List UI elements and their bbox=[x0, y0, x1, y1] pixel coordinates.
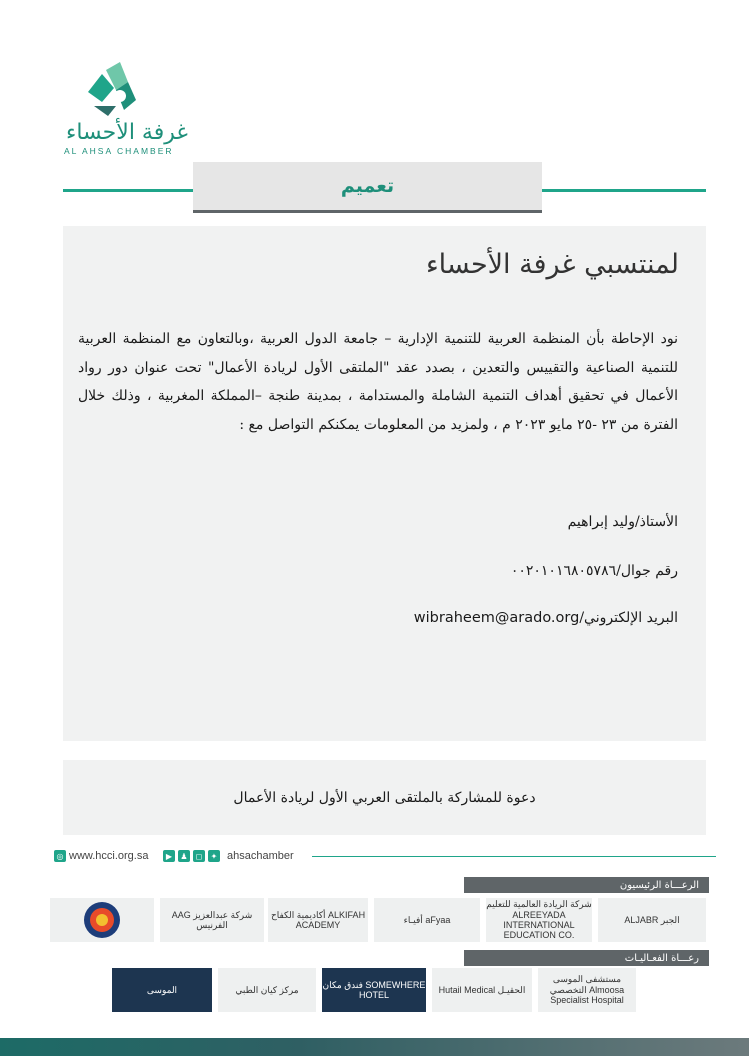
instagram-icon[interactable]: ◻ bbox=[193, 850, 205, 862]
sponsor-almoosa-hospital: مستشفى الموسى التخصصي Almoosa Specialist Hospital bbox=[538, 968, 636, 1012]
main-sponsors-title: الرعـــاة الرئيسيون bbox=[619, 879, 699, 891]
twitter-icon[interactable]: ✦ bbox=[208, 850, 220, 862]
website-link[interactable] bbox=[54, 846, 148, 866]
circular-banner: تعميم bbox=[193, 162, 542, 213]
bottom-bar bbox=[0, 1038, 749, 1056]
sponsor-afyaa: أفيـاء aFyaa bbox=[374, 898, 480, 942]
sponsor-kayan: مركز كيان الطبي bbox=[218, 968, 316, 1012]
email-label: البريد الإلكتروني/ bbox=[579, 610, 678, 626]
sponsor-emblem-icon bbox=[80, 900, 124, 940]
email-link[interactable]: wibraheem@arado.org bbox=[413, 610, 580, 626]
globe-icon: ◎ bbox=[54, 850, 66, 862]
phone-value: ٠٠٢٠١٠١٦٨٠٥٧٨٦ bbox=[510, 563, 617, 579]
contact-phone bbox=[511, 563, 678, 579]
sponsor-somewhere-hotel: فندق مكان SOMEWHERE HOTEL bbox=[322, 968, 426, 1012]
sponsor-emblem bbox=[50, 898, 154, 942]
logo-arabic-text: غرفة الأحساء bbox=[66, 120, 188, 145]
social-handle: ahsachamber bbox=[227, 850, 294, 862]
header-rule-left bbox=[63, 189, 193, 192]
youtube-icon[interactable]: ▶ bbox=[163, 850, 175, 862]
sponsor-almoosa: الموسى bbox=[112, 968, 212, 1012]
event-sponsors-title: رعـــاة الفعـاليـات bbox=[624, 952, 699, 964]
announcement-paragraph: نود الإحاطة بأن المنظمة العربية للتنمية الإدارية – جامعة الدول العربية ،وبالتعاون مع المنظمة العربية للتنمية الصناعية والتقييس والتعدين ، بصدد عقد "الملتقى الأول لريادة الأعمال" تحت عنوان دور رواد الأعمال في تحقيق أهداف التنمية الشاملة والمستدامة ، بمدينة طنجة –المملكة المغربية ، وذلك خلال الفترة من ٢٣ -٢٥ مايو ٢٠٢٣ م ، ولمزيد من المعلومات يمكنكم التواصل مع : bbox=[78, 331, 678, 433]
social-links bbox=[163, 846, 294, 866]
header-rule-right bbox=[542, 189, 706, 192]
sponsor-hutail: Hutail Medical الحقيـل bbox=[432, 968, 532, 1012]
contact-email bbox=[414, 610, 678, 626]
sponsor-aljabr: ALJABR الجبر bbox=[598, 898, 706, 942]
main-sponsors-band bbox=[464, 877, 709, 893]
page-heading: لمنتسبي غرفة الأحساء bbox=[425, 249, 679, 280]
event-sponsors-band bbox=[464, 950, 709, 966]
content-panel bbox=[63, 226, 706, 741]
snapchat-icon[interactable]: ♟ bbox=[178, 850, 190, 862]
logo-english-text: AL AHSA CHAMBER bbox=[64, 146, 174, 156]
phone-label: رقم جوال/ bbox=[616, 563, 678, 579]
website-text: www.hcci.org.sa bbox=[69, 850, 149, 862]
sponsor-alkifah: أكاديمية الكفاح ALKIFAH ACADEMY bbox=[268, 898, 368, 942]
subject-box: دعوة للمشاركة بالملتقى العربي الأول لريادة الأعمال bbox=[63, 760, 706, 835]
footer-divider bbox=[312, 856, 716, 857]
sponsor-aag: AAG شركة عبدالعزيز الفرنيس bbox=[160, 898, 264, 942]
sponsor-alreeyada: شركة الريادة العالمية للتعليم ALREEYADA INTERNATIONAL EDUCATION CO. bbox=[486, 899, 592, 941]
al-ahsa-chamber-logo bbox=[60, 60, 190, 160]
contact-name: الأستاذ/وليد إبراهيم bbox=[567, 514, 678, 530]
